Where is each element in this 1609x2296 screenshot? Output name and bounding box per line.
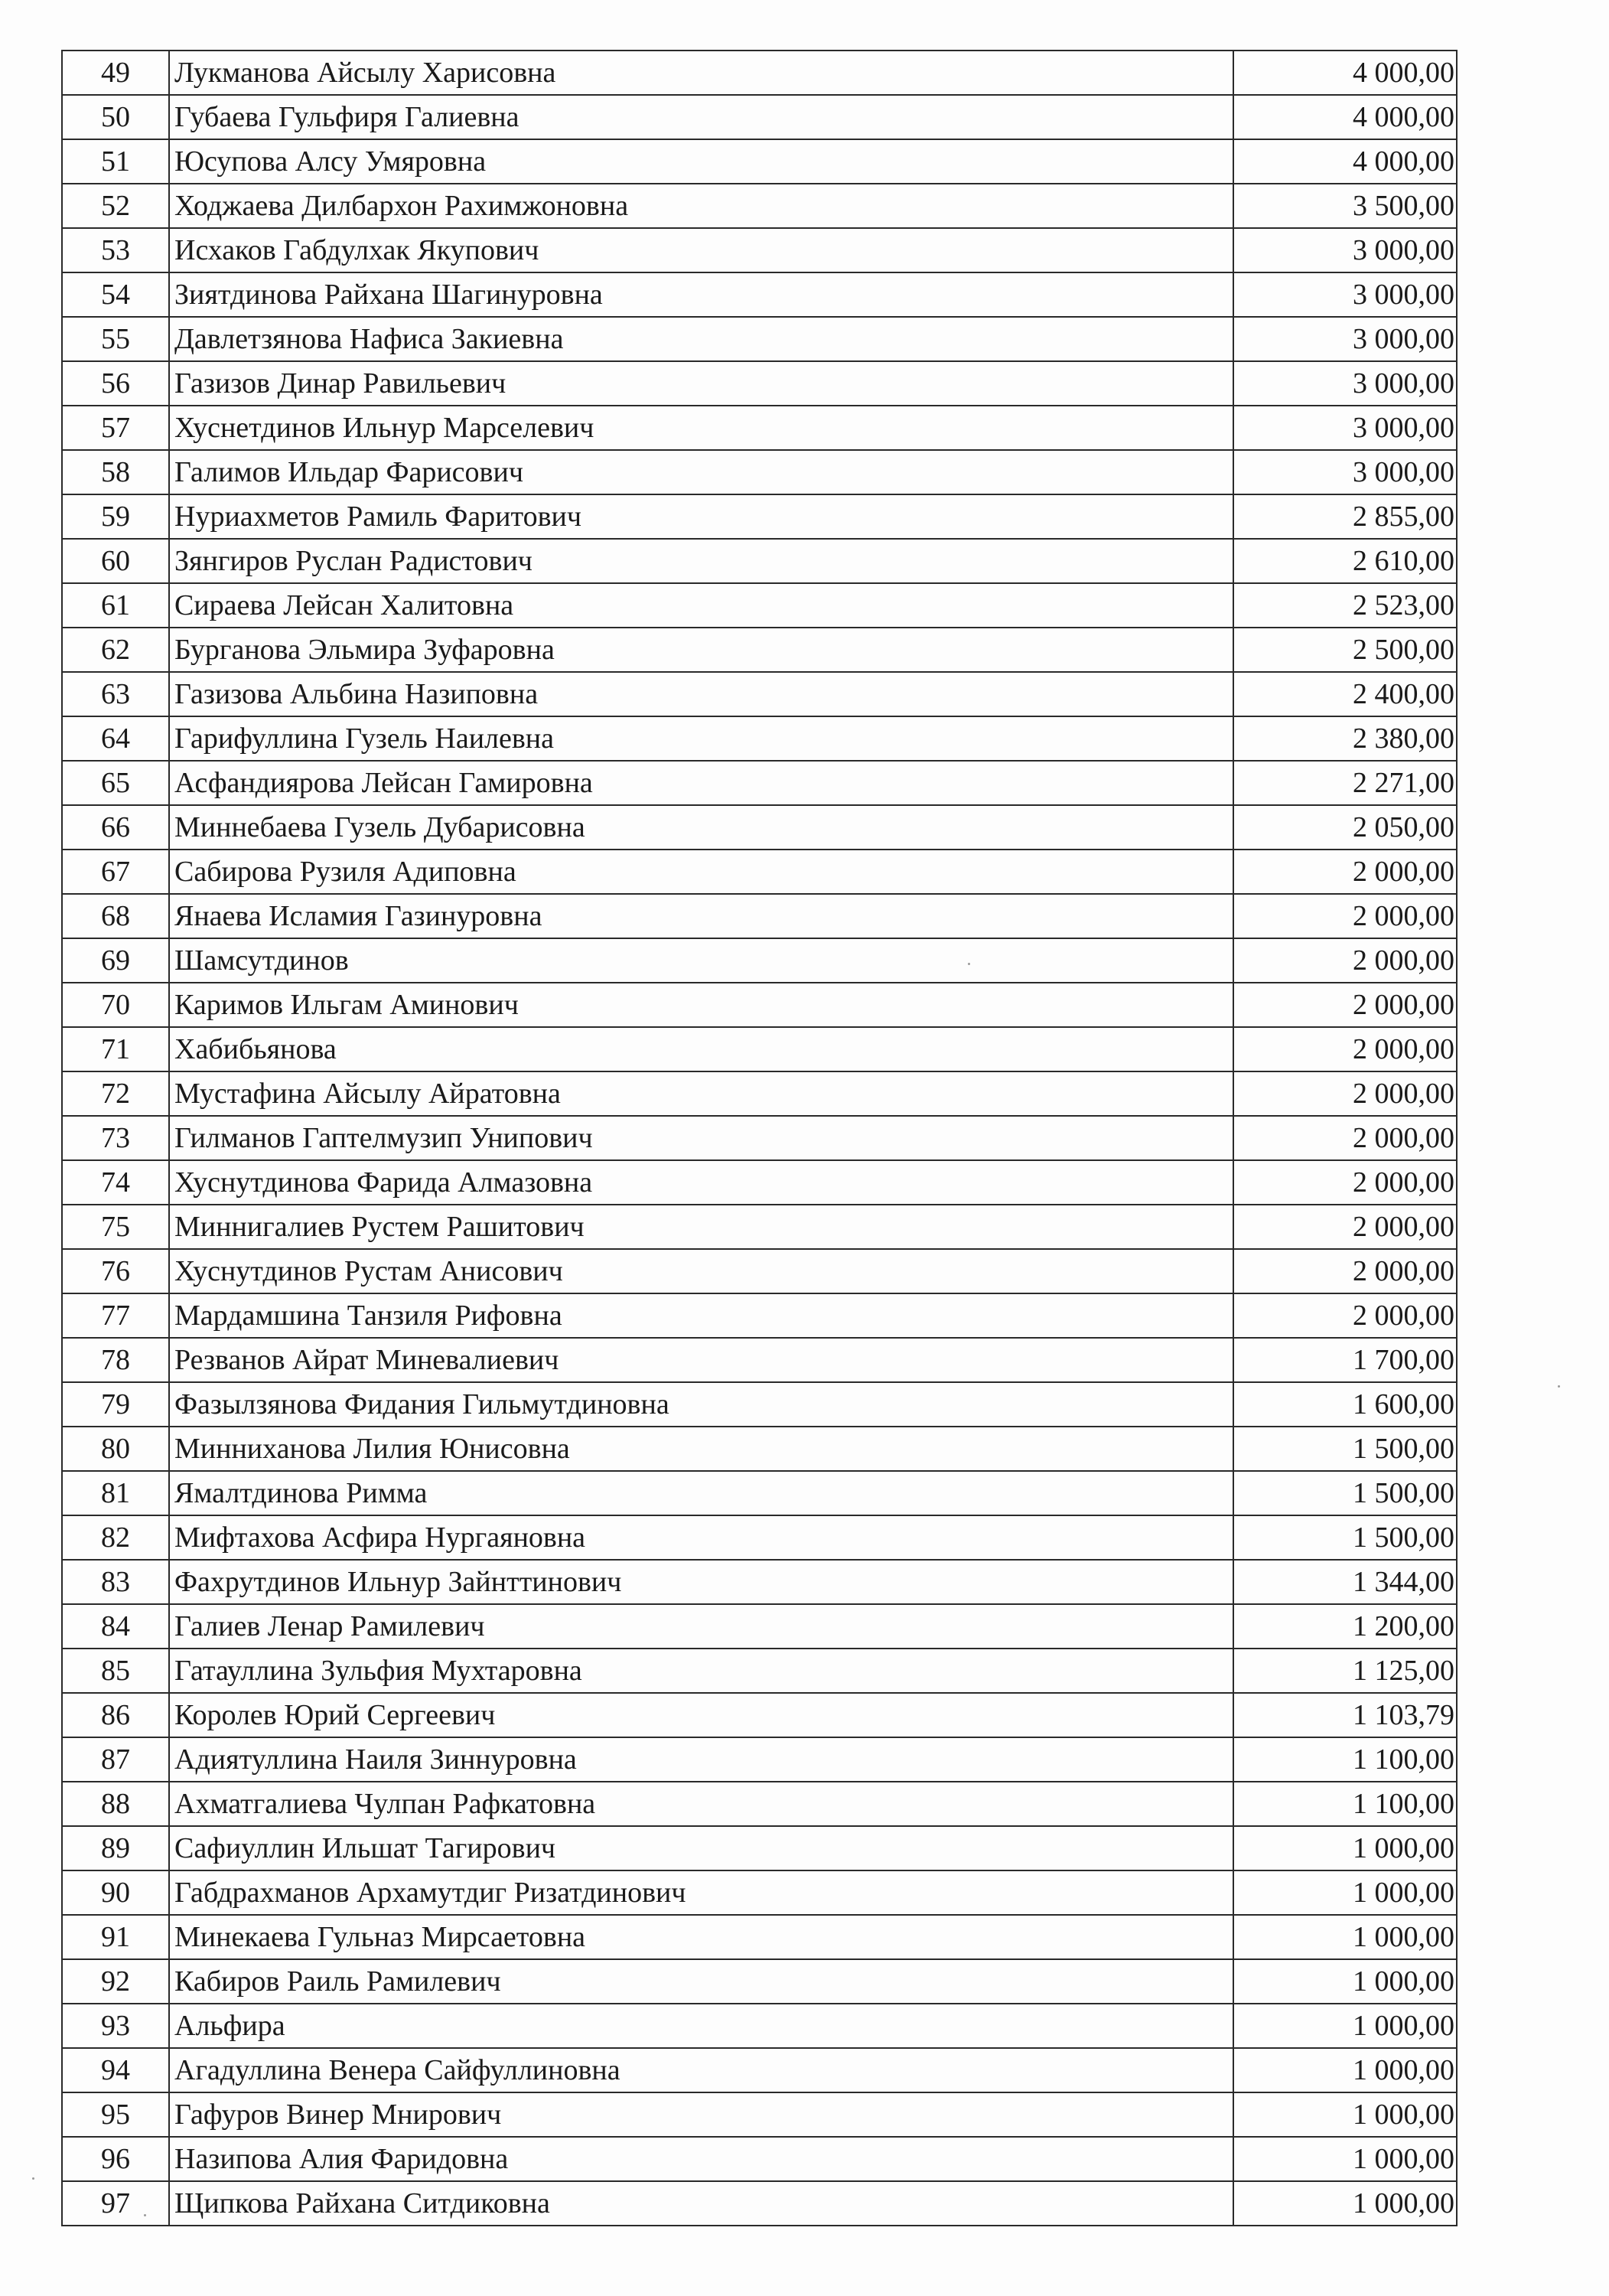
table-row	[62, 938, 1457, 983]
row-number: 65	[62, 761, 169, 805]
table-row	[62, 1071, 1457, 1116]
donor-name: Щипкова Райхана Ситдиковна	[169, 2181, 1233, 2226]
donation-amount: 3 000,00	[1233, 228, 1457, 272]
donor-name: Миннигалиев Рустем Рашитович	[169, 1205, 1233, 1249]
donor-name: Юсупова Алсу Умяровна	[169, 139, 1233, 184]
table-row	[62, 361, 1457, 406]
donor-name: Мардамшина Танзиля Рифовна	[169, 1293, 1233, 1338]
table-row	[62, 1382, 1457, 1427]
row-number: 82	[62, 1515, 169, 1560]
row-number: 94	[62, 2048, 169, 2092]
row-number: 64	[62, 716, 169, 761]
donation-amount: 4 000,00	[1233, 139, 1457, 184]
donor-name: Сираева Лейсан Халитовна	[169, 583, 1233, 628]
donor-name: Сафиуллин Ильшат Тагирович	[169, 1826, 1233, 1870]
table-row	[62, 1604, 1457, 1649]
row-number: 55	[62, 317, 169, 361]
donation-amount: 1 103,79	[1233, 1693, 1457, 1737]
scan-speck	[968, 963, 970, 965]
donor-name: Асфандиярова Лейсан Гамировна	[169, 761, 1233, 805]
row-number: 79	[62, 1382, 169, 1427]
donor-name: Ходжаева Дилбархон Рахимжоновна	[169, 184, 1233, 228]
row-number: 78	[62, 1338, 169, 1382]
table-row	[62, 2181, 1457, 2226]
donor-name: Резванов Айрат Миневалиевич	[169, 1338, 1233, 1382]
donation-amount: 2 380,00	[1233, 716, 1457, 761]
row-number: 70	[62, 983, 169, 1027]
row-number: 86	[62, 1693, 169, 1737]
row-number: 73	[62, 1116, 169, 1160]
donation-amount: 2 050,00	[1233, 805, 1457, 850]
donation-amount: 1 700,00	[1233, 1338, 1457, 1382]
donor-name: Давлетзянова Нафиса Закиевна	[169, 317, 1233, 361]
row-number: 63	[62, 672, 169, 716]
donor-name: Гарифуллина Гузель Наилевна	[169, 716, 1233, 761]
donation-amount: 2 000,00	[1233, 1027, 1457, 1071]
donor-name: Исхаков Габдулхак Якупович	[169, 228, 1233, 272]
donation-amount: 1 000,00	[1233, 2092, 1457, 2137]
table-row	[62, 1471, 1457, 1515]
table-row	[62, 850, 1457, 894]
donation-amount: 3 000,00	[1233, 317, 1457, 361]
table-row	[62, 628, 1457, 672]
donation-amount: 2 000,00	[1233, 983, 1457, 1027]
donation-amount: 2 000,00	[1233, 1205, 1457, 1249]
donor-name: Янаева Исламия Газинуровна	[169, 894, 1233, 938]
row-number: 74	[62, 1160, 169, 1205]
donor-name: Минниханова Лилия Юнисовна	[169, 1427, 1233, 1471]
table-row	[62, 139, 1457, 184]
donation-amount: 2 000,00	[1233, 1249, 1457, 1293]
donation-amount: 1 000,00	[1233, 1959, 1457, 2004]
row-number: 57	[62, 406, 169, 450]
donor-name: Нуриахметов Рамиль Фаритович	[169, 494, 1233, 539]
scan-speck	[32, 2177, 34, 2180]
row-number: 91	[62, 1915, 169, 1959]
table-row	[62, 95, 1457, 139]
table-row	[62, 716, 1457, 761]
table-row	[62, 406, 1457, 450]
table-row	[62, 272, 1457, 317]
table-row	[62, 983, 1457, 1027]
donation-amount: 1 344,00	[1233, 1560, 1457, 1604]
table-row	[62, 1293, 1457, 1338]
table-row	[62, 1427, 1457, 1471]
donor-name: Каримов Ильгам Аминович	[169, 983, 1233, 1027]
donation-amount: 1 000,00	[1233, 2137, 1457, 2181]
donation-amount: 1 100,00	[1233, 1737, 1457, 1782]
table-row	[62, 1116, 1457, 1160]
table-row	[62, 1649, 1457, 1693]
donation-amount: 1 600,00	[1233, 1382, 1457, 1427]
donation-amount: 1 000,00	[1233, 2048, 1457, 2092]
donor-name: Гилманов Гаптелмузип Унипович	[169, 1116, 1233, 1160]
donation-amount: 2 000,00	[1233, 1160, 1457, 1205]
row-number: 81	[62, 1471, 169, 1515]
row-number: 61	[62, 583, 169, 628]
donation-amount: 3 000,00	[1233, 361, 1457, 406]
donation-amount: 3 000,00	[1233, 272, 1457, 317]
donation-amount: 1 500,00	[1233, 1471, 1457, 1515]
row-number: 72	[62, 1071, 169, 1116]
donation-amount: 3 000,00	[1233, 406, 1457, 450]
donation-amount: 2 000,00	[1233, 1071, 1457, 1116]
donation-amount: 2 400,00	[1233, 672, 1457, 716]
row-number: 60	[62, 539, 169, 583]
donation-amount: 1 500,00	[1233, 1427, 1457, 1471]
donor-name: Миннебаева Гузель Дубарисовна	[169, 805, 1233, 850]
table-row	[62, 317, 1457, 361]
row-number: 96	[62, 2137, 169, 2181]
donor-name: Фахрутдинов Ильнур Зайнттинович	[169, 1560, 1233, 1604]
row-number: 87	[62, 1737, 169, 1782]
table-row	[62, 494, 1457, 539]
donor-name: Ахматгалиева Чулпан Рафкатовна	[169, 1782, 1233, 1826]
row-number: 84	[62, 1604, 169, 1649]
table-row	[62, 1560, 1457, 1604]
table-row	[62, 2092, 1457, 2137]
donation-amount: 1 000,00	[1233, 1870, 1457, 1915]
table-row	[62, 761, 1457, 805]
donor-name: Губаева Гульфиря Галиевна	[169, 95, 1233, 139]
table-row	[62, 450, 1457, 494]
donor-name: Хуснетдинов Ильнур Марселевич	[169, 406, 1233, 450]
donation-amount: 1 000,00	[1233, 2004, 1457, 2048]
row-number: 83	[62, 1560, 169, 1604]
row-number: 56	[62, 361, 169, 406]
donor-name: Гафуров Винер Мнирович	[169, 2092, 1233, 2137]
table-row	[62, 894, 1457, 938]
donor-name: Назипова Алия Фаридовна	[169, 2137, 1233, 2181]
row-number: 92	[62, 1959, 169, 2004]
row-number: 51	[62, 139, 169, 184]
table-row	[62, 1338, 1457, 1382]
donor-name: Газизова Альбина Назиповна	[169, 672, 1233, 716]
donation-amount: 1 100,00	[1233, 1782, 1457, 1826]
donation-amount: 2 000,00	[1233, 938, 1457, 983]
row-number: 93	[62, 2004, 169, 2048]
table-row	[62, 1693, 1457, 1737]
donor-name: Гатауллина Зульфия Мухтаровна	[169, 1649, 1233, 1693]
donor-name: Галимов Ильдар Фарисович	[169, 450, 1233, 494]
donation-amount: 3 000,00	[1233, 450, 1457, 494]
row-number: 95	[62, 2092, 169, 2137]
donor-name: Бурганова Эльмира Зуфаровна	[169, 628, 1233, 672]
row-number: 88	[62, 1782, 169, 1826]
donor-table	[61, 50, 1458, 2226]
donor-name: Габдрахманов Архамутдиг Ризатдинович	[169, 1870, 1233, 1915]
row-number: 67	[62, 850, 169, 894]
donation-amount: 1 500,00	[1233, 1515, 1457, 1560]
row-number: 77	[62, 1293, 169, 1338]
donation-amount: 1 000,00	[1233, 1915, 1457, 1959]
table-row	[62, 1782, 1457, 1826]
table-row	[62, 2137, 1457, 2181]
row-number: 53	[62, 228, 169, 272]
donation-amount: 1 200,00	[1233, 1604, 1457, 1649]
row-number: 69	[62, 938, 169, 983]
donor-name: Альфира	[169, 2004, 1233, 2048]
donation-amount: 2 610,00	[1233, 539, 1457, 583]
table-row	[62, 1826, 1457, 1870]
donation-amount: 3 500,00	[1233, 184, 1457, 228]
donation-amount: 2 000,00	[1233, 1116, 1457, 1160]
row-number: 52	[62, 184, 169, 228]
table-row	[62, 1915, 1457, 1959]
donor-name: Мустафина Айсылу Айратовна	[169, 1071, 1233, 1116]
donor-name: Хабибьянова	[169, 1027, 1233, 1071]
row-number: 80	[62, 1427, 169, 1471]
donation-amount: 2 523,00	[1233, 583, 1457, 628]
donor-name: Ямалтдинова Римма	[169, 1471, 1233, 1515]
donation-amount: 2 000,00	[1233, 1293, 1457, 1338]
donation-amount: 2 271,00	[1233, 761, 1457, 805]
table-row	[62, 583, 1457, 628]
donation-amount: 2 855,00	[1233, 494, 1457, 539]
donor-name: Мифтахова Асфира Нургаяновна	[169, 1515, 1233, 1560]
donor-name: Газизов Динар Равильевич	[169, 361, 1233, 406]
scan-speck	[1558, 1385, 1560, 1388]
table-row	[62, 2004, 1457, 2048]
donation-amount: 2 500,00	[1233, 628, 1457, 672]
row-number: 76	[62, 1249, 169, 1293]
row-number: 59	[62, 494, 169, 539]
donor-name: Зянгиров Руслан Радистович	[169, 539, 1233, 583]
table-row	[62, 1027, 1457, 1071]
table-row	[62, 539, 1457, 583]
table-row	[62, 51, 1457, 95]
donor-name: Галиев Ленар Рамилевич	[169, 1604, 1233, 1649]
donor-name: Королев Юрий Сергеевич	[169, 1693, 1233, 1737]
table-row	[62, 805, 1457, 850]
row-number: 58	[62, 450, 169, 494]
donation-amount: 4 000,00	[1233, 95, 1457, 139]
table-row	[62, 672, 1457, 716]
table-row	[62, 1870, 1457, 1915]
row-number: 49	[62, 51, 169, 95]
row-number: 97	[62, 2181, 169, 2226]
donation-amount: 4 000,00	[1233, 51, 1457, 95]
donor-name: Зиятдинова Райхана Шагинуровна	[169, 272, 1233, 317]
table-row	[62, 1959, 1457, 2004]
row-number: 75	[62, 1205, 169, 1249]
table-row	[62, 184, 1457, 228]
donation-amount: 2 000,00	[1233, 894, 1457, 938]
donor-name: Хуснутдинова Фарида Алмазовна	[169, 1160, 1233, 1205]
donor-name: Шамсутдинов	[169, 938, 1233, 983]
row-number: 89	[62, 1826, 169, 1870]
row-number: 66	[62, 805, 169, 850]
row-number: 90	[62, 1870, 169, 1915]
row-number: 71	[62, 1027, 169, 1071]
row-number: 68	[62, 894, 169, 938]
row-number: 50	[62, 95, 169, 139]
donor-table-body	[62, 51, 1457, 2226]
donation-amount: 1 000,00	[1233, 1826, 1457, 1870]
row-number: 54	[62, 272, 169, 317]
donor-name: Минекаева Гульназ Мирсаетовна	[169, 1915, 1233, 1959]
table-row	[62, 228, 1457, 272]
donation-amount: 1 125,00	[1233, 1649, 1457, 1693]
donor-name: Сабирова Рузиля Адиповна	[169, 850, 1233, 894]
table-row	[62, 1515, 1457, 1560]
table-row	[62, 1205, 1457, 1249]
donor-name: Кабиров Раиль Рамилевич	[169, 1959, 1233, 2004]
table-row	[62, 1737, 1457, 1782]
table-row	[62, 2048, 1457, 2092]
table-row	[62, 1160, 1457, 1205]
donor-name: Адиятуллина Наиля Зиннуровна	[169, 1737, 1233, 1782]
donor-name: Фазылзянова Фидания Гильмутдиновна	[169, 1382, 1233, 1427]
table-row	[62, 1249, 1457, 1293]
donation-amount: 1 000,00	[1233, 2181, 1457, 2226]
donor-name: Агадуллина Венера Сайфуллиновна	[169, 2048, 1233, 2092]
donor-name: Лукманова Айсылу Харисовна	[169, 51, 1233, 95]
donation-amount: 2 000,00	[1233, 850, 1457, 894]
scan-speck	[144, 2214, 146, 2216]
donor-name: Хуснутдинов Рустам Анисович	[169, 1249, 1233, 1293]
row-number: 85	[62, 1649, 169, 1693]
row-number: 62	[62, 628, 169, 672]
